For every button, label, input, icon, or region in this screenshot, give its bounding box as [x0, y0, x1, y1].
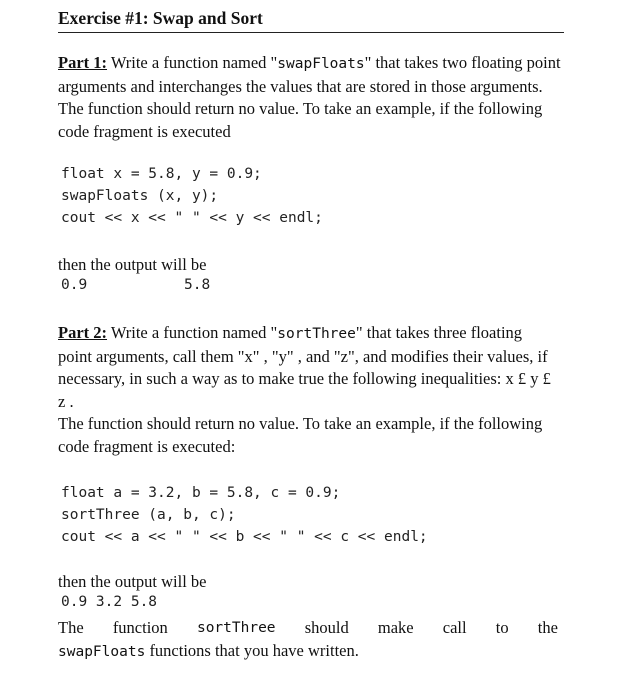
part2-description	[58, 322, 558, 458]
part2-func-name: sortThree	[277, 326, 356, 342]
part2-output-value: 0.9 3.2 5.8	[61, 594, 158, 610]
exercise-title: Exercise #1: Swap and Sort	[58, 8, 564, 33]
part1-heading: Part 1:	[58, 53, 108, 72]
part1-text-before: Write a function named "	[107, 53, 278, 72]
part2-text-after: " that takes three floating point arguments, call them "x" , "y" , and "z", and modifies their values, if necessary, in such a way as to make true the following inequalities: x £ y £ z .	[58, 323, 551, 411]
part1-output-label: then the output will be	[58, 255, 207, 274]
code-line: cout << a << " " << b << " " << c << endl;	[61, 529, 428, 545]
part1-text-after: " that takes two floating point arguments and interchanges the values that are stored in those arguments. The function should return no value. To take an example, if the following code fragment is executed	[58, 53, 561, 141]
part2-text-before: Write a function named "	[107, 323, 278, 342]
final-word: should	[304, 618, 349, 637]
part1-func-name: swapFloats	[277, 56, 365, 72]
part2-heading: Part 2:	[58, 323, 108, 342]
final-word: the	[537, 618, 558, 637]
final-func-name: sortThree	[196, 620, 276, 636]
final-line-1	[58, 617, 558, 640]
final-word: to	[495, 618, 509, 637]
part1-description	[58, 52, 564, 143]
final-swap-func: swapFloats	[58, 643, 146, 660]
part2-text-second: The function should return no value. To take an example, if the following code fragment is executed:	[58, 414, 543, 456]
code-line: float x = 5.8, y = 0.9;	[61, 166, 262, 182]
code-line: float a = 3.2, b = 5.8, c = 0.9;	[61, 485, 341, 501]
code-line: cout << x << " " << y << endl;	[61, 210, 323, 226]
final-tail: functions that you have written.	[145, 640, 359, 660]
final-word: function	[112, 618, 168, 637]
part1-code-block	[61, 163, 323, 229]
code-line: sortThree (a, b, c);	[61, 507, 236, 523]
code-line: swapFloats (x, y);	[61, 188, 219, 204]
final-line-2	[58, 640, 558, 664]
part2-code-block	[61, 482, 428, 548]
final-word: The	[58, 618, 84, 637]
part1-output-value-2: 5.8	[184, 277, 211, 293]
final-word: call	[442, 618, 467, 637]
final-sentence	[58, 617, 558, 663]
part1-output-value-1: 0.9	[61, 277, 88, 293]
part2-output-label: then the output will be	[58, 572, 207, 591]
final-word: make	[377, 618, 414, 637]
